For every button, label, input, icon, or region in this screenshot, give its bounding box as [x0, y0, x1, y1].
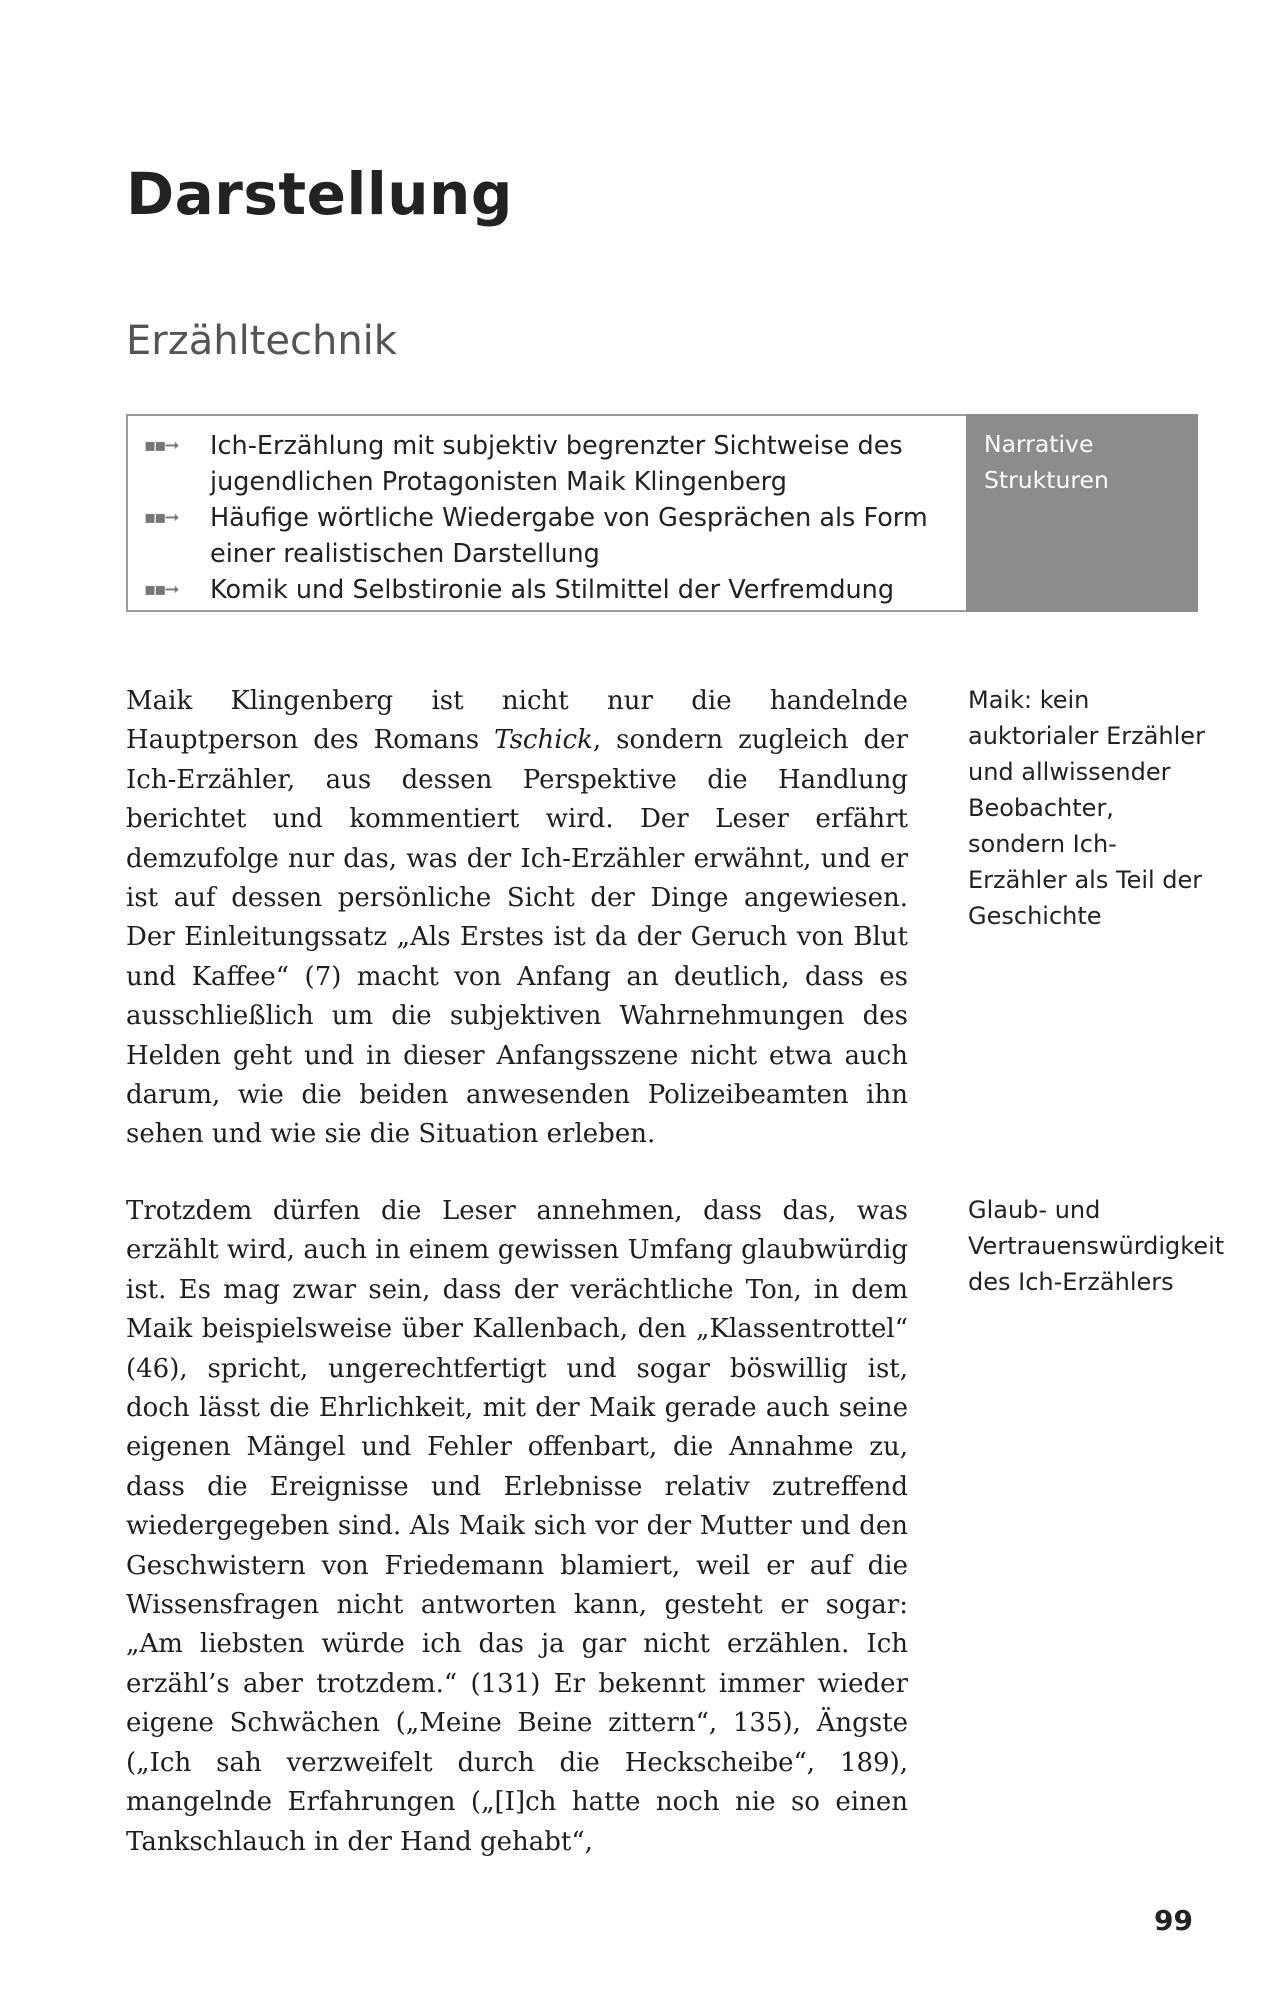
summary-box [126, 414, 1198, 612]
topic-tag-line: Narrative [984, 430, 1094, 458]
page-number: 99 [1154, 1904, 1193, 1937]
book-title: Tschick [494, 725, 593, 756]
summary-item-text: Ich-Erzählung mit subjektiv begrenzter Sichtweise des jugendlichen Protagonisten Maik Klingenberg [210, 431, 903, 497]
section-title: Erzähltechnik [126, 318, 397, 364]
summary-item [128, 572, 968, 608]
summary-item-text: Komik und Selbstironie als Stilmittel der Verfremdung [210, 575, 895, 605]
body-paragraph-2: Trotzdem dürfen die Leser annehmen, dass das, was erzählt wird, auch in einem gewissen Umfang glaubwürdig ist. Es mag zwar sein, dass der verächtliche Ton, in dem Maik beispielsweise über Kallenbach, den „Klassentrottel“ (46), spricht, ungerechtfertigt und sogar böswillig ist, doch lässt die Ehrlichkeit, mit der Maik gerade auch seine eigenen Mängel und Fehler offenbart, die Annahme zu, dass die Ereignisse und Erlebnisse relativ zutreffend wiedergegeben sind. Als Maik sich vor der Mutter und den Geschwistern von Friedemann blamiert, weil er auf die Wissensfragen nicht antworten kann, gesteht er sogar: „Am liebsten würde ich das ja gar nicht erzählen. Ich erzähl’s aber trotzdem.“ (131) Er bekennt immer wieder eigene Schwächen („Meine Beine zittern“, 135), Ängste („Ich sah verzweifelt durch die Heckscheibe“, 189), mangelnde Erfahrungen („[I]ch hatte noch nie so einen Tankschlauch in der Hand gehabt“, [126, 1196, 908, 1857]
margin-note-1: Maik: kein auktorialer Erzähler und allwissender Beobachter, sondern Ich-Erzähler als Teil der Geschichte [968, 686, 1205, 930]
arrow-right-icon: ▪▪➞ [144, 579, 178, 600]
summary-item [128, 500, 968, 572]
arrow-right-icon: ▪▪➞ [144, 507, 178, 528]
arrow-right-icon: ▪▪➞ [144, 435, 178, 456]
paragraph-text: , sondern zugleich der Ich-Erzähler, aus dessen Perspektive die Handlung berichtet und kommentiert wird. Der Leser erfährt demzufolge nur das, was der Ich-Erzähler erwähnt, und er ist auf dessen persönliche Sicht der Dinge angewiesen. Der Einleitungssatz „Als Erstes ist da der Geruch von Blut und Kaffee“ (7) macht von Anfang an deutlich, dass es ausschließlich um die subjektiven Wahrnehmungen des Helden geht und in dieser Anfangsszene nicht etwa auch darum, wie die beiden anwesenden Polizeibeamten ihn sehen und wie sie die Situation erleben. [126, 725, 908, 1150]
page-title: Darstellung [126, 160, 513, 228]
margin-note-2: Glaub- und Vertrauenswürdigkeit des Ich-Erzählers [968, 1196, 1225, 1296]
summary-item [128, 428, 968, 500]
paragraph-text: Maik Klingenberg ist nicht nur die handelnde Hauptperson des Romans [126, 686, 908, 756]
summary-item-text: Häufige wörtliche Wiedergabe von Gesprächen als Form einer realistischen Darstellung [210, 503, 928, 569]
topic-tag [966, 414, 1198, 612]
body-paragraph-1 [126, 682, 908, 1155]
summary-list [128, 428, 968, 608]
topic-tag-line: Strukturen [984, 466, 1109, 494]
